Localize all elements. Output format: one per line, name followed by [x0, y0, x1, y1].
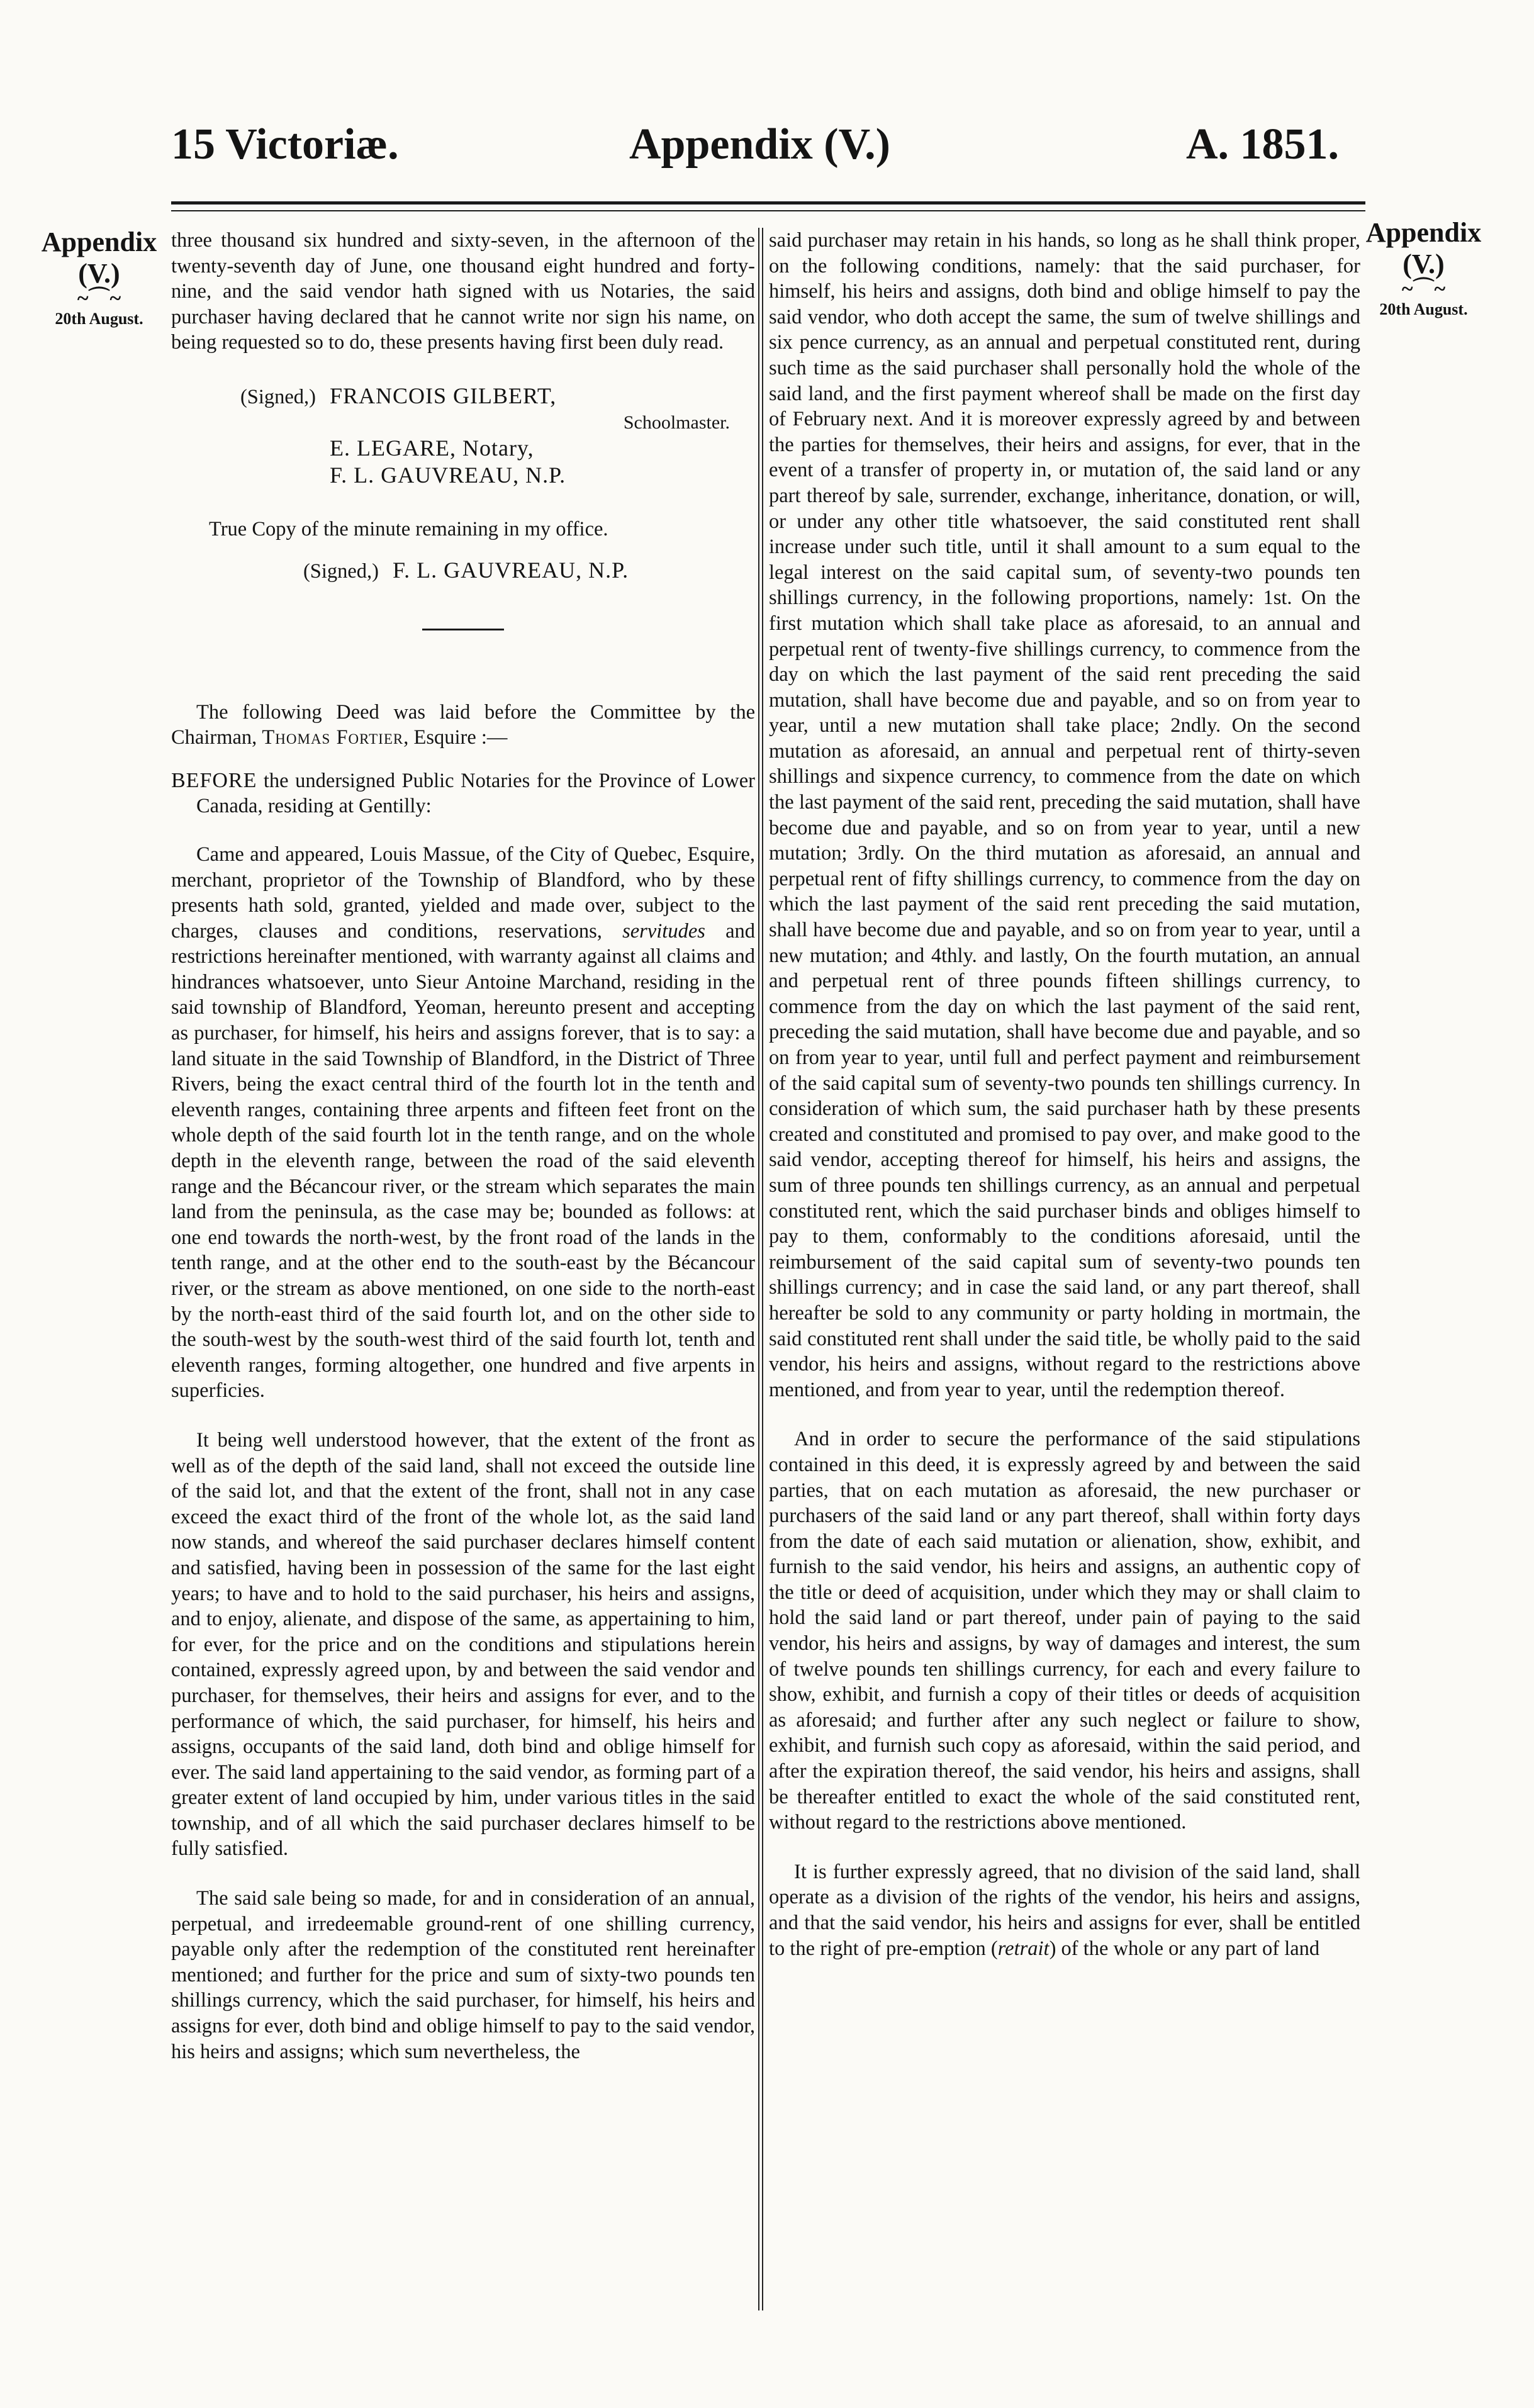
column-divider — [758, 228, 759, 2310]
came-and-appeared-paragraph: Came and appeared, Louis Massue, of the City of Quebec, Esquire, merchant, proprietor of the Township of Blandford, who by these presents hath sold, granted, yielded and made over, subject to the charges, clauses and conditions, reservations, servitudes and restrictions hereinafter mentioned, with warranty against all claims and hindrances whatsoever, unto Sieur Antoine Marchand, residing in the said township of Blandford, Yeoman, hereunto present and accepting as purchaser, for himself, his heirs and assigns forever, that is to say: a land situate in the said Township of Blandford, in the District of Three Rivers, being the exact central third of the fourth lot in the tenth and eleventh ranges, containing three arpents and fifteen feet front on the whole depth of the said fourth lot in the tenth range, and on the whole depth in the eleventh range, between the road of the said eleventh range and the Bécancour river, or the stream which separates the main land from the peninsula, as the case may be; bounded as follows: at one end towards the north-west, by the front road of the lands in the tenth range, and at the other end to the south-east by the Bécancour river, or the stream as above mentioned, on one side to the north-east by the north-east third of the said fourth lot, and on the other side to the south-west by the south-west third of the said fourth lot, tenth and eleventh ranges, forming altogether, one hundred and five arpents in superficies. — [171, 843, 755, 1403]
division-paragraph: It is further expressly agreed, that no division of the said land, shall operate as a division of the rights of the vendor, his heirs and assigns, and that the said vendor, his heirs and assigns for ever, shall be entitled to the right of pre-emption (retrait) of the whole or any part of land — [769, 1860, 1360, 1960]
header-rule-thin — [171, 210, 1365, 211]
signature-line — [171, 462, 755, 490]
margin-appendix-number: (V.) — [1402, 249, 1445, 279]
header-rule-thick — [171, 201, 1365, 204]
flourish-icon: ~⌒~ — [77, 287, 121, 310]
signature-line: (Signed,) FRANCOIS GILBERT, — [240, 383, 557, 408]
signatory-name: E. LEGARE, Notary, — [330, 435, 534, 461]
understanding-paragraph: It being well understood however, that the extent of the front as well as of the depth of the said land, shall not exceed the outside line of the said lot, and that the extent of the front, shall not in any case exceed the exact third of the front of the whole lot, as the said land now stands, and whereof the said purchaser declares himself content and satisfied, having been in possession of the same for the last eight years; to have and to hold to the said purchaser, his heirs and assigns, and to enjoy, alienate, and dispose of the same, as appertaining to him, for ever, for the price and on the conditions and stipulations herein contained, expressly agreed upon, by and between the said vendor and purchaser, for themselves, their heirs and assigns for ever, and to the performance of which, the said purchaser, for himself, his heirs and assigns, occupants of the said land, doth bind and oblige himself for ever. The said land appertaining to the said vendor, as forming part of a greater extent of land occupied by him, under various titles in the said township, and of all which the said purchaser declares himself to be fully satisfied. — [171, 1428, 755, 1861]
header-appendix: Appendix (V.) — [629, 120, 890, 169]
signatory-name: FRANCOIS GILBERT, — [330, 383, 557, 408]
column-divider — [762, 228, 763, 2310]
margin-date: 20th August. — [55, 310, 143, 328]
signatory-title: Schoolmaster. — [623, 412, 730, 433]
flourish-icon: ~⌒~ — [1401, 277, 1446, 301]
continuation-paragraph: three thousand six hundred and sixty-seven, in the afternoon of the twenty-seventh day of June, one thousand eight hundred and forty-nine, and the said vendor hath signed with us Notaries, the said purchaser having declared that he cannot write nor sign his name, on being requested so to do, these presents having first been duly read. — [171, 229, 755, 354]
security-paragraph: And in order to secure the performance of the said stipulations contained in this deed, it is expressly agreed by and between the said parties, that on each mutation as aforesaid, the new purchaser or purchasers of the said land or any part thereof, shall within forty days from the date of each said mutation or alienation, show, exhibit, and furnish to the said vendor, his heirs and assigns, an authentic copy of the title or deed of acquisition, under which they may or shall claim to hold the said land or part thereof, under pain of paying to the said vendor, his heirs and assigns, by way of damages and interest, the sum of twelve pounds ten shillings currency, for each and every failure to show, exhibit, and furnish a copy of their titles or deeds of acquisition as aforesaid; and further after any such neglect or failure to show, exhibit, and furnish such copy as aforesaid, within the said period, and after the expiration thereof, the said vendor, his heirs and assigns, shall be thereafter entitled to exact the whole of the said constituted rent, without regard to the restrictions above mentioned. — [769, 1428, 1360, 1834]
running-header — [0, 120, 1534, 189]
before-clause: BEFORE the undersigned Public Notaries for the Province of Lower Canada, residing at Gentilly: — [171, 768, 755, 818]
chairman-name: Thomas Fortier — [262, 726, 404, 749]
margin-appendix-label: Appendix — [41, 227, 157, 257]
true-copy-note: True Copy of the minute remaining in my office. — [209, 518, 608, 541]
margin-note-left — [31, 227, 167, 330]
sale-consideration-paragraph: The said sale being so made, for and in consideration of an annual, perpetual, and irredeemable ground-rent of one shilling currency, payable only after the redemption of the constituted rent hereinafter mentioned; and further for the price and sum of sixty-two pounds ten shillings currency, which the said purchaser, for himself, his heirs and assigns for ever, doth bind and oblige himself to pay to the said vendor, his heirs and assigns; which sum nevertheless, the — [171, 1887, 755, 2063]
margin-note-right — [1356, 217, 1491, 320]
signatory-name: F. L. GAUVREAU, N.P. — [393, 557, 629, 583]
signatory-name: F. L. GAUVREAU, N.P. — [330, 462, 566, 488]
signature-line — [171, 435, 755, 462]
margin-appendix-label: Appendix — [1365, 217, 1482, 248]
header-regnal-year: 15 Victoriæ. — [171, 120, 399, 169]
signature-line: (Signed,) F. L. GAUVREAU, N.P. — [303, 557, 629, 583]
header-year: A. 1851. — [1186, 120, 1340, 169]
left-column — [171, 228, 755, 2064]
margin-appendix-number: (V.) — [78, 258, 120, 289]
right-column — [769, 228, 1360, 1961]
section-rule — [422, 629, 504, 630]
deed-intro: The following Deed was laid before the Committee by the Chairman, Thomas Fortier, Esquire :— — [171, 700, 755, 749]
margin-date: 20th August. — [1379, 300, 1468, 318]
rent-conditions-paragraph: said purchaser may retain in his hands, so long as he shall think proper, on the following conditions, namely: that the said purchaser, for himself, his heirs and assigns, doth bind and oblige himself to pay the said vendor, who doth accept the same, the sum of twelve shillings and six pence currency, as an annual and perpetual constituted rent, during such time as the said purchaser shall personally hold the whole of the said land, and the first payment whereof shall be made on the first day of February next. And it is moreover expressly agreed by and between the parties for themselves, their heirs and assigns, for ever, that in the event of a transfer of property in, or mutation of, the said land or any part thereof by sale, surrender, exchange, inheritance, donation, or will, or under any other title whatsoever, the said constituted rent shall increase under such title, until it shall amount to a sum equal to the legal interest on the said capital sum, of seventy-two pounds ten shillings currency, in the following proportions, namely: 1st. On the first mutation which shall take place as aforesaid, to an annual and perpetual rent of twenty-five shillings currency, to commence from the day on which the last payment of the said rent preceding the said mutation, shall have become due and payable, and so on from year to year, until a new mutation shall take place; 2ndly. On the second mutation as aforesaid, an annual and perpetual rent of thirty-seven shillings and sixpence currency, to commence from the date on which the last payment of the said rent, preceding the said mutation, shall have become due and payable, and so on from year to year, until a new mutation; 3rdly. On the third mutation as aforesaid, an annual and perpetual rent of fifty shillings currency, to commence from the day on which the last payment of the said rent preceding the said mutation, shall have become due and payable, and so on from year to year, until a new mutation; and 4thly. and lastly, On the fourth mutation, an annual and perpetual rent of three pounds fifteen shillings currency, to commence from the day on which the last payment of the said rent, preceding the said mutation, shall have become due and payable, and so on from year to year, until full and perfect payment and reimbursement of the said capital sum of seventy-two pounds ten shillings currency. In consideration of which sum, the said purchaser hath by these presents created and constituted and promised to pay over, and make good to the said vendor, accepting thereof for himself, his heirs and assigns, the sum of three pounds ten shillings currency, as an annual and perpetual constituted rent, which the said purchaser binds and obliges himself to pay to them, conformably to the conditions aforesaid, until the reimbursement of the said capital sum of seventy-two pounds ten shillings currency; and in case the said land, or any part thereof, shall hereafter be sold to any community or party holding in mortmain, the said constituted rent shall under the said title, be wholly paid to the said vendor, his heirs and assigns, without regard to the restrictions above mentioned, and from year to year, until the redemption thereof. — [769, 229, 1360, 1401]
